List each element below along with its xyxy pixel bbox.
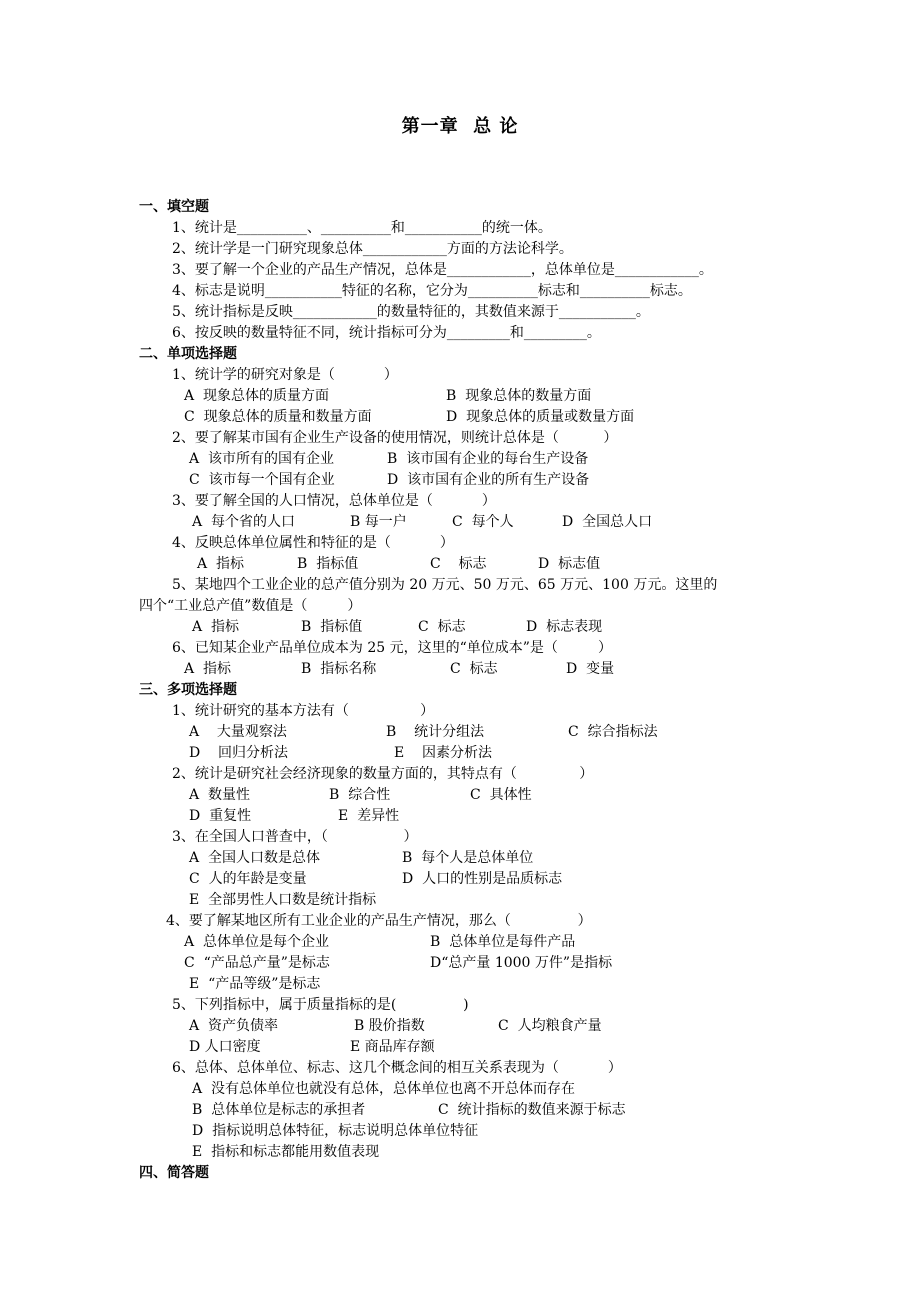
single-choice-question-3: 3、要了解全国的人口情况，总体单位是（ ） (172, 493, 496, 509)
multiple-choice-2-option-b: B 综合性 (329, 787, 391, 803)
multiple-choice-4-option-a: A 总体单位是每个企业 (184, 934, 330, 950)
single-choice-1-option-a: A 现象总体的质量方面 (184, 388, 330, 404)
single-choice-4-option-b: B 指标值 (297, 556, 359, 572)
single-choice-5-option-c: C 标志 (418, 619, 466, 635)
single-choice-3-option-b: B 每一户 (350, 514, 407, 530)
multiple-choice-5-option-c: C 人均粮食产量 (498, 1018, 602, 1034)
single-choice-2-option-b: B 该市国有企业的每台生产设备 (387, 451, 589, 467)
single-choice-3-option-c: C 每个人 (452, 514, 514, 530)
section-heading-short-answer: 四、简答题 (139, 1165, 209, 1181)
multiple-choice-5-option-d: D 人口密度 (189, 1039, 261, 1055)
multiple-choice-question-5: 5、下列指标中，属于质量指标的是( ) (172, 997, 469, 1013)
single-choice-4-option-a: A 指标 (197, 556, 245, 572)
single-choice-1-option-c: C 现象总体的质量和数量方面 (184, 409, 372, 425)
section-heading-single-choice: 二、单项选择题 (139, 346, 237, 362)
multiple-choice-1-option-b: B 统计分组法 (386, 724, 485, 740)
single-choice-6-option-c: C 标志 (450, 661, 498, 677)
multiple-choice-question-4: 4、要了解某地区所有工业企业的产品生产情况，那么（ ） (166, 913, 592, 929)
multiple-choice-question-2: 2、统计是研究社会经济现象的数量方面的，其特点有（ ） (172, 766, 594, 782)
fill-blank-question-5: 5、统计指标是反映____________的数量特征的，其数值来源于___________。 (172, 304, 650, 320)
single-choice-question-6: 6、已知某企业产品单位成本为 25 元，这里的“单位成本”是（ ） (172, 640, 612, 656)
single-choice-4-option-d: D 标志值 (538, 556, 601, 572)
multiple-choice-6-option-b: B 总体单位是标志的承担者 (192, 1102, 366, 1118)
multiple-choice-1-option-e: E 因素分析法 (394, 745, 493, 761)
single-choice-3-option-d: D 全国总人口 (562, 514, 653, 530)
multiple-choice-1-option-d: D 回归分析法 (189, 745, 289, 761)
multiple-choice-2-option-e: E 差异性 (338, 808, 400, 824)
multiple-choice-5-option-e: E 商品库存额 (350, 1039, 435, 1055)
multiple-choice-2-option-a: A 数量性 (189, 787, 251, 803)
fill-blank-question-2: 2、统计学是一门研究现象总体____________方面的方法论科学。 (172, 241, 573, 257)
fill-blank-question-4: 4、标志是说明___________特征的名称，它分为__________标志和__________标志。 (172, 283, 692, 299)
multiple-choice-1-option-c: C 综合指标法 (568, 724, 658, 740)
single-choice-5-option-a: A 指标 (192, 619, 240, 635)
single-choice-4-option-c: C 标志 (430, 556, 487, 572)
page-title: 第一章 总 论 (401, 116, 519, 137)
multiple-choice-4-option-c: C “产品总产量”是标志 (184, 955, 330, 971)
multiple-choice-6-option-c: C 统计指标的数值来源于标志 (438, 1102, 626, 1118)
multiple-choice-5-option-a: A 资产负债率 (189, 1018, 279, 1034)
section-heading-fill-blank: 一、填空题 (139, 199, 209, 215)
single-choice-1-option-b: B 现象总体的数量方面 (446, 388, 592, 404)
single-choice-question-1: 1、统计学的研究对象是（ ） (172, 367, 398, 383)
single-choice-2-option-d: D 该市国有企业的所有生产设备 (387, 472, 590, 488)
single-choice-5-option-d: D 标志表现 (526, 619, 603, 635)
multiple-choice-3-option-e: E 全部男性人口数是统计指标 (189, 892, 377, 908)
multiple-choice-2-option-c: C 具体性 (470, 787, 532, 803)
single-choice-question-2: 2、要了解某市国有企业生产设备的使用情况，则统计总体是（ ） (172, 430, 618, 446)
single-choice-5-option-b: B 指标值 (301, 619, 363, 635)
multiple-choice-3-option-b: B 每个人是总体单位 (402, 850, 534, 866)
multiple-choice-5-option-b: B 股价指数 (354, 1018, 425, 1034)
single-choice-question-5-line-1: 5、某地四个工业企业的总产值分别为 20 万元、50 万元、65 万元、100 万元。这里的 (172, 577, 718, 593)
fill-blank-question-6: 6、按反映的数量特征不同，统计指标可分为_________和_________。 (172, 325, 601, 341)
multiple-choice-6-option-a: A 没有总体单位也就没有总体，总体单位也离不开总体而存在 (192, 1081, 576, 1097)
multiple-choice-1-option-a: A 大量观察法 (189, 724, 287, 740)
multiple-choice-3-option-a: A 全国人口数是总体 (189, 850, 321, 866)
single-choice-3-option-a: A 每个省的人口 (192, 514, 296, 530)
multiple-choice-question-1: 1、统计研究的基本方法有（ ） (172, 703, 435, 719)
multiple-choice-6-option-e: E 指标和标志都能用数值表现 (192, 1144, 380, 1160)
single-choice-2-option-a: A 该市所有的国有企业 (189, 451, 335, 467)
multiple-choice-6-option-d: D 指标说明总体特征，标志说明总体单位特征 (192, 1123, 479, 1139)
multiple-choice-4-option-e: E “产品等级”是标志 (189, 976, 321, 992)
multiple-choice-4-option-d: D“总产量 1000 万件”是指标 (430, 955, 613, 971)
single-choice-1-option-d: D 现象总体的质量或数量方面 (446, 409, 635, 425)
fill-blank-question-3: 3、要了解一个企业的产品生产情况，总体是____________，总体单位是____________。 (172, 262, 713, 278)
multiple-choice-question-6: 6、总体、总体单位、标志、这几个概念间的相互关系表现为（ ） (172, 1060, 622, 1076)
multiple-choice-3-option-d: D 人口的性别是品质标志 (402, 871, 563, 887)
multiple-choice-2-option-d: D 重复性 (189, 808, 252, 824)
multiple-choice-question-3: 3、在全国人口普查中，（ ） (172, 829, 418, 845)
single-choice-6-option-d: D 变量 (566, 661, 615, 677)
single-choice-6-option-a: A 指标 (184, 661, 232, 677)
single-choice-question-4: 4、反映总体单位属性和特征的是（ ） (172, 535, 454, 551)
single-choice-question-5-line-2: 四个“工业总产值”数值是（ ） (139, 598, 362, 614)
single-choice-2-option-c: C 该市每一个国有企业 (189, 472, 335, 488)
fill-blank-question-1: 1、统计是__________、__________和___________的统一体。 (172, 220, 552, 236)
single-choice-6-option-b: B 指标名称 (301, 661, 377, 677)
multiple-choice-3-option-c: C 人的年龄是变量 (189, 871, 307, 887)
multiple-choice-4-option-b: B 总体单位是每件产品 (430, 934, 576, 950)
section-heading-multiple-choice: 三、多项选择题 (139, 682, 237, 698)
